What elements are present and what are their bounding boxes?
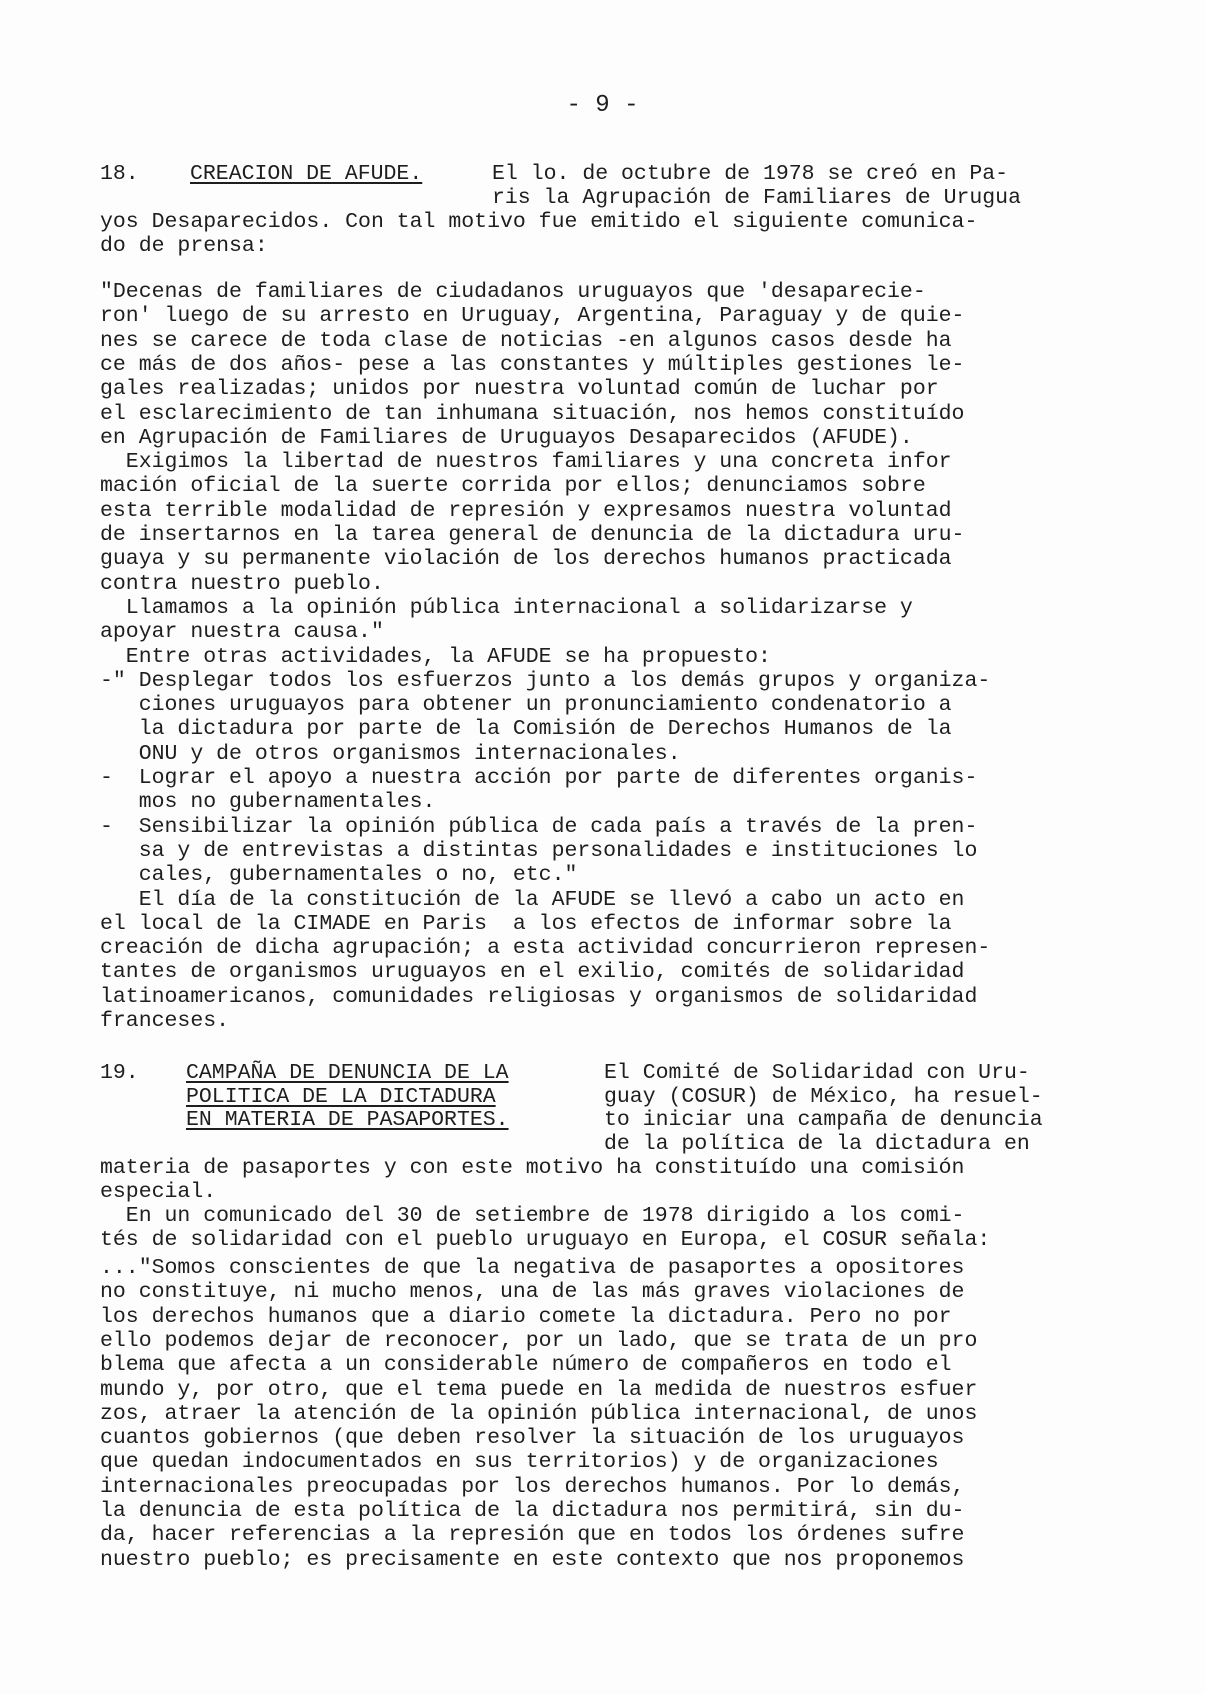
- title-line: POLITICA DE LA DICTADURA: [186, 1084, 496, 1109]
- text-line: "Decenas de familiares de ciudadanos uruguayos que 'desaparecie-: [100, 280, 926, 304]
- text-line: la dictadura por parte de la Comisión de Derechos Humanos de la: [100, 717, 952, 742]
- text-line: especial.: [100, 1180, 217, 1204]
- text-line: ris la Agrupación de Familiares de Urugua: [492, 186, 1021, 210]
- text-line: apoyar nuestra causa.": [100, 620, 384, 645]
- text-line: ..."Somos conscientes de que la negativa de pasaportes a opositores: [100, 1256, 965, 1280]
- text-line: no constituye, ni mucho menos, una de las más graves violaciones de: [100, 1280, 965, 1305]
- section-19-number: 19.: [100, 1061, 139, 1085]
- text-line: - Lograr el apoyo a nuestra acción por parte de diferentes organis-: [100, 766, 978, 790]
- text-line: tés de solidaridad con el pueblo uruguayo en Europa, el COSUR señala:: [100, 1228, 991, 1252]
- text-line: creación de dicha agrupación; a esta actividad concurrieron represen-: [100, 936, 991, 961]
- text-line: guay (COSUR) de México, ha resuel-: [604, 1084, 1043, 1109]
- text-line: El Comité de Solidaridad con Uru-: [604, 1061, 1030, 1085]
- text-line: latinoamericanos, comunidades religiosas y organismos de solidaridad: [100, 984, 978, 1009]
- text-line: do de prensa:: [100, 234, 268, 258]
- text-line: cuantos gobiernos (que deben resolver la situación de los uruguayos: [100, 1426, 965, 1451]
- text-line: ron' luego de su arresto en Uruguay, Argentina, Paraguay y de quie-: [100, 304, 965, 329]
- text-line: ciones uruguayos para obtener un pronunciamiento condenatorio a: [100, 693, 952, 718]
- text-line: to iniciar una campaña de denuncia: [604, 1108, 1043, 1132]
- text-line: que quedan indocumentados en sus territorios) y de organizaciones: [100, 1450, 939, 1475]
- text-line: internacionales preocupadas por los derechos humanos. Por lo demás,: [100, 1474, 965, 1499]
- text-line: Exigimos la libertad de nuestros familiares y una concreta infor: [100, 450, 952, 475]
- text-line: cales, gubernamentales o no, etc.": [100, 863, 578, 888]
- text-line: mos no gubernamentales.: [100, 790, 436, 815]
- text-line: yos Desaparecidos. Con tal motivo fue emitido el siguiente comunica-: [100, 210, 978, 234]
- section-18-number: 18.: [100, 162, 139, 186]
- text-line: de insertarnos en la tarea general de denuncia de la dictadura uru-: [100, 523, 965, 547]
- text-line: los derechos humanos que a diario comete la dictadura. Pero no por: [100, 1304, 952, 1329]
- text-line: de la política de la dictadura en: [604, 1131, 1030, 1156]
- text-line: ONU y de otros organismos internacionales.: [100, 741, 681, 766]
- text-line: sa y de entrevistas a distintas personalidades e instituciones lo: [100, 838, 978, 863]
- text-line: zos, atraer la atención de la opinión pública internacional, de unos: [100, 1401, 978, 1426]
- text-line: El día de la constitución de la AFUDE se llevó a cabo un acto en: [100, 887, 965, 912]
- text-line: En un comunicado del 30 de setiembre de 1978 dirigido a los comi-: [100, 1204, 965, 1228]
- text-line: materia de pasaportes y con este motivo ha constituído una comisión: [100, 1156, 965, 1180]
- text-line: guaya y su permanente violación de los derechos humanos practicada: [100, 547, 952, 572]
- text-line: gales realizadas; unidos por nuestra voluntad común de luchar por: [100, 377, 939, 402]
- text-line: el esclarecimiento de tan inhumana situación, nos hemos constituído: [100, 401, 965, 426]
- text-line: ello podemos dejar de reconocer, por un lado, que se trata de un pro: [100, 1328, 978, 1353]
- text-line: nes se carece de toda clase de noticias -en algunos casos desde ha: [100, 328, 952, 353]
- section-18-title: CREACION DE AFUDE.: [190, 162, 423, 186]
- title-line: EN MATERIA DE PASAPORTES.: [186, 1108, 509, 1132]
- page-number: - 9 -: [566, 92, 639, 119]
- text-line: Entre otras actividades, la AFUDE se ha propuesto:: [100, 644, 771, 669]
- title-line: CAMPAÑA DE DENUNCIA DE LA: [186, 1061, 509, 1085]
- text-line: el local de la CIMADE en Paris a los efectos de informar sobre la: [100, 911, 952, 936]
- text-line: nuestro pueblo; es precisamente en este contexto que nos proponemos: [100, 1547, 965, 1572]
- text-line: -" Desplegar todos los esfuerzos junto a los demás grupos y organiza-: [100, 668, 991, 693]
- text-line: - Sensibilizar la opinión pública de cada país a través de la pren-: [100, 814, 978, 839]
- text-line: El lo. de octubre de 1978 se creó en Pa-: [492, 162, 1009, 186]
- text-line: esta terrible modalidad de represión y expresamos nuestra voluntad: [100, 498, 952, 523]
- text-line: la denuncia de esta política de la dictadura nos permitirá, sin du-: [100, 1499, 965, 1523]
- text-line: contra nuestro pueblo.: [100, 571, 384, 596]
- text-line: en Agrupación de Familiares de Uruguayos Desaparecidos (AFUDE).: [100, 425, 913, 450]
- text-line: mación oficial de la suerte corrida por ellos; denunciamos sobre: [100, 474, 926, 499]
- text-line: Llamamos a la opinión pública internacional a solidarizarse y: [100, 595, 913, 620]
- text-line: mundo y, por otro, que el tema puede en la medida de nuestros esfuer: [100, 1377, 978, 1402]
- text-line: franceses.: [100, 1009, 230, 1033]
- text-line: tantes de organismos uruguayos en el exilio, comités de solidaridad: [100, 960, 965, 985]
- text-line: ce más de dos años- pese a las constantes y múltiples gestiones le-: [100, 352, 965, 377]
- text-line: blema que afecta a un considerable número de compañeros en todo el: [100, 1353, 952, 1378]
- text-line: da, hacer referencias a la represión que en todos los órdenes sufre: [100, 1523, 965, 1548]
